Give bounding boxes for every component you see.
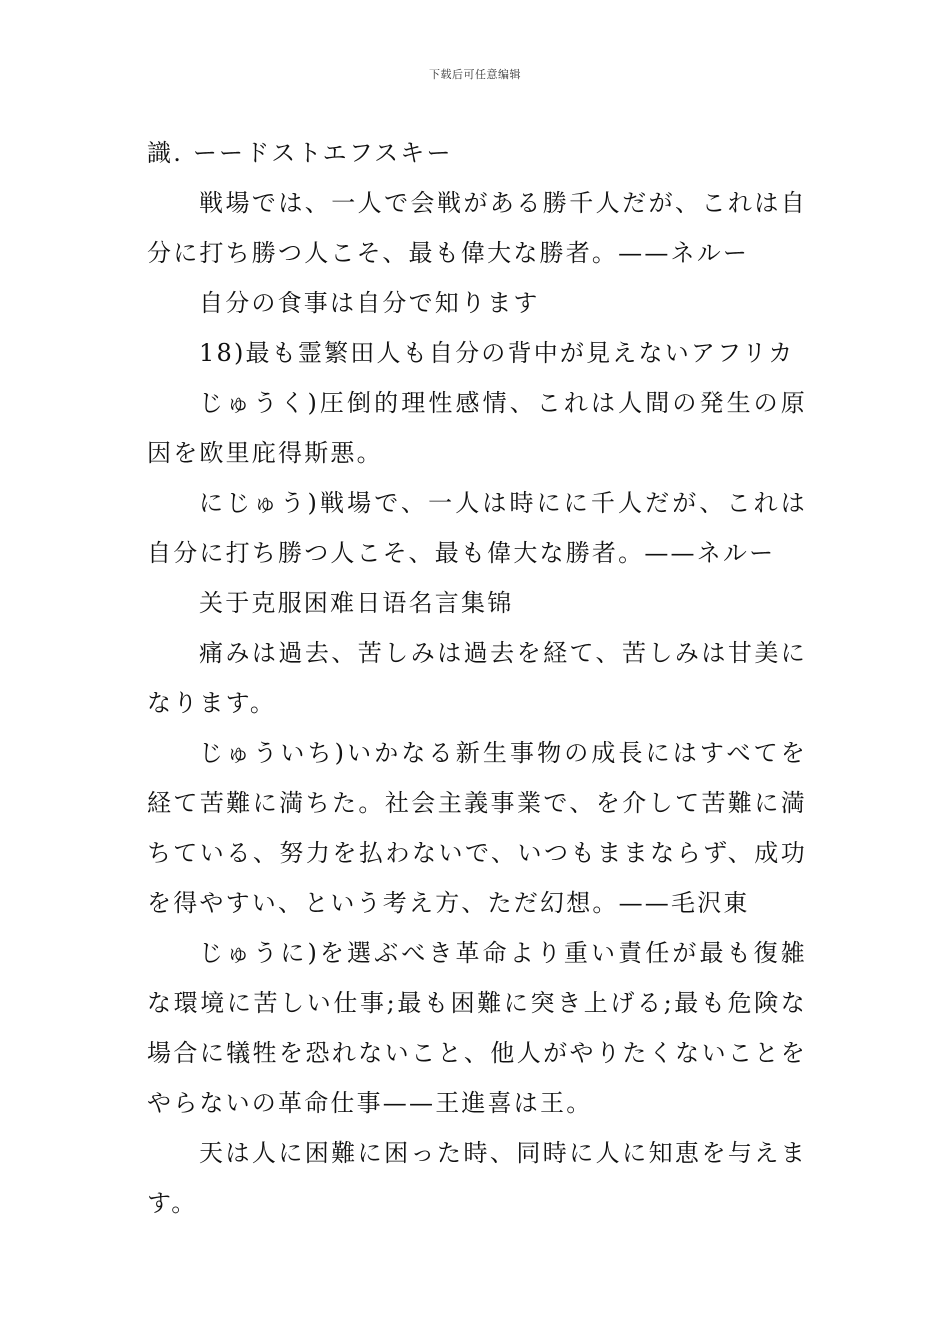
- paragraph: 关于克服困难日语名言集锦: [199, 589, 514, 617]
- paragraph: じゅうく)圧倒的理性感情、これは人間の発生の原因を欧里庇得斯悪。: [147, 389, 807, 467]
- paragraph: じゅういち)いかなる新生事物の成長にはすべてを経て苦難に満ちた。社会主義事業で、を介して苦難に満ちている、努力を払わないで、いつもままならず、成功を得やすい、という考え方、ただ幻想。——毛沢東: [147, 739, 807, 917]
- paragraph: にじゅう)戦場で、一人は時にに千人だが、これは自分に打ち勝つ人こそ、最も偉大な勝者。——ネルー: [147, 489, 807, 567]
- paragraph: 天は人に困難に困った時、同時に人に知恵を与えます。: [147, 1139, 807, 1217]
- document-body: [147, 128, 807, 1228]
- paragraph: 痛みは過去、苦しみは過去を経て、苦しみは甘美になります。: [147, 639, 807, 717]
- page-header: 下载后可任意编辑: [429, 68, 521, 81]
- paragraph: 戦場では、一人で会戦がある勝千人だが、これは自分に打ち勝つ人こそ、最も偉大な勝者。——ネルー: [147, 189, 807, 267]
- paragraph: 自分の食事は自分で知ります: [199, 289, 540, 317]
- paragraph: 18)最も霊繁田人も自分の背中が見えないアフリカ: [199, 339, 795, 367]
- paragraph: じゅうに)を選ぶべき革命より重い責任が最も復雑な環境に苦しい仕事;最も困難に突き上げる;最も危険な場合に犠牲を恐れないこと、他人がやりたくないことをやらないの革命仕事——王進喜は王。: [147, 939, 807, 1117]
- paragraph: 識. ーードストエフスキー: [147, 139, 453, 167]
